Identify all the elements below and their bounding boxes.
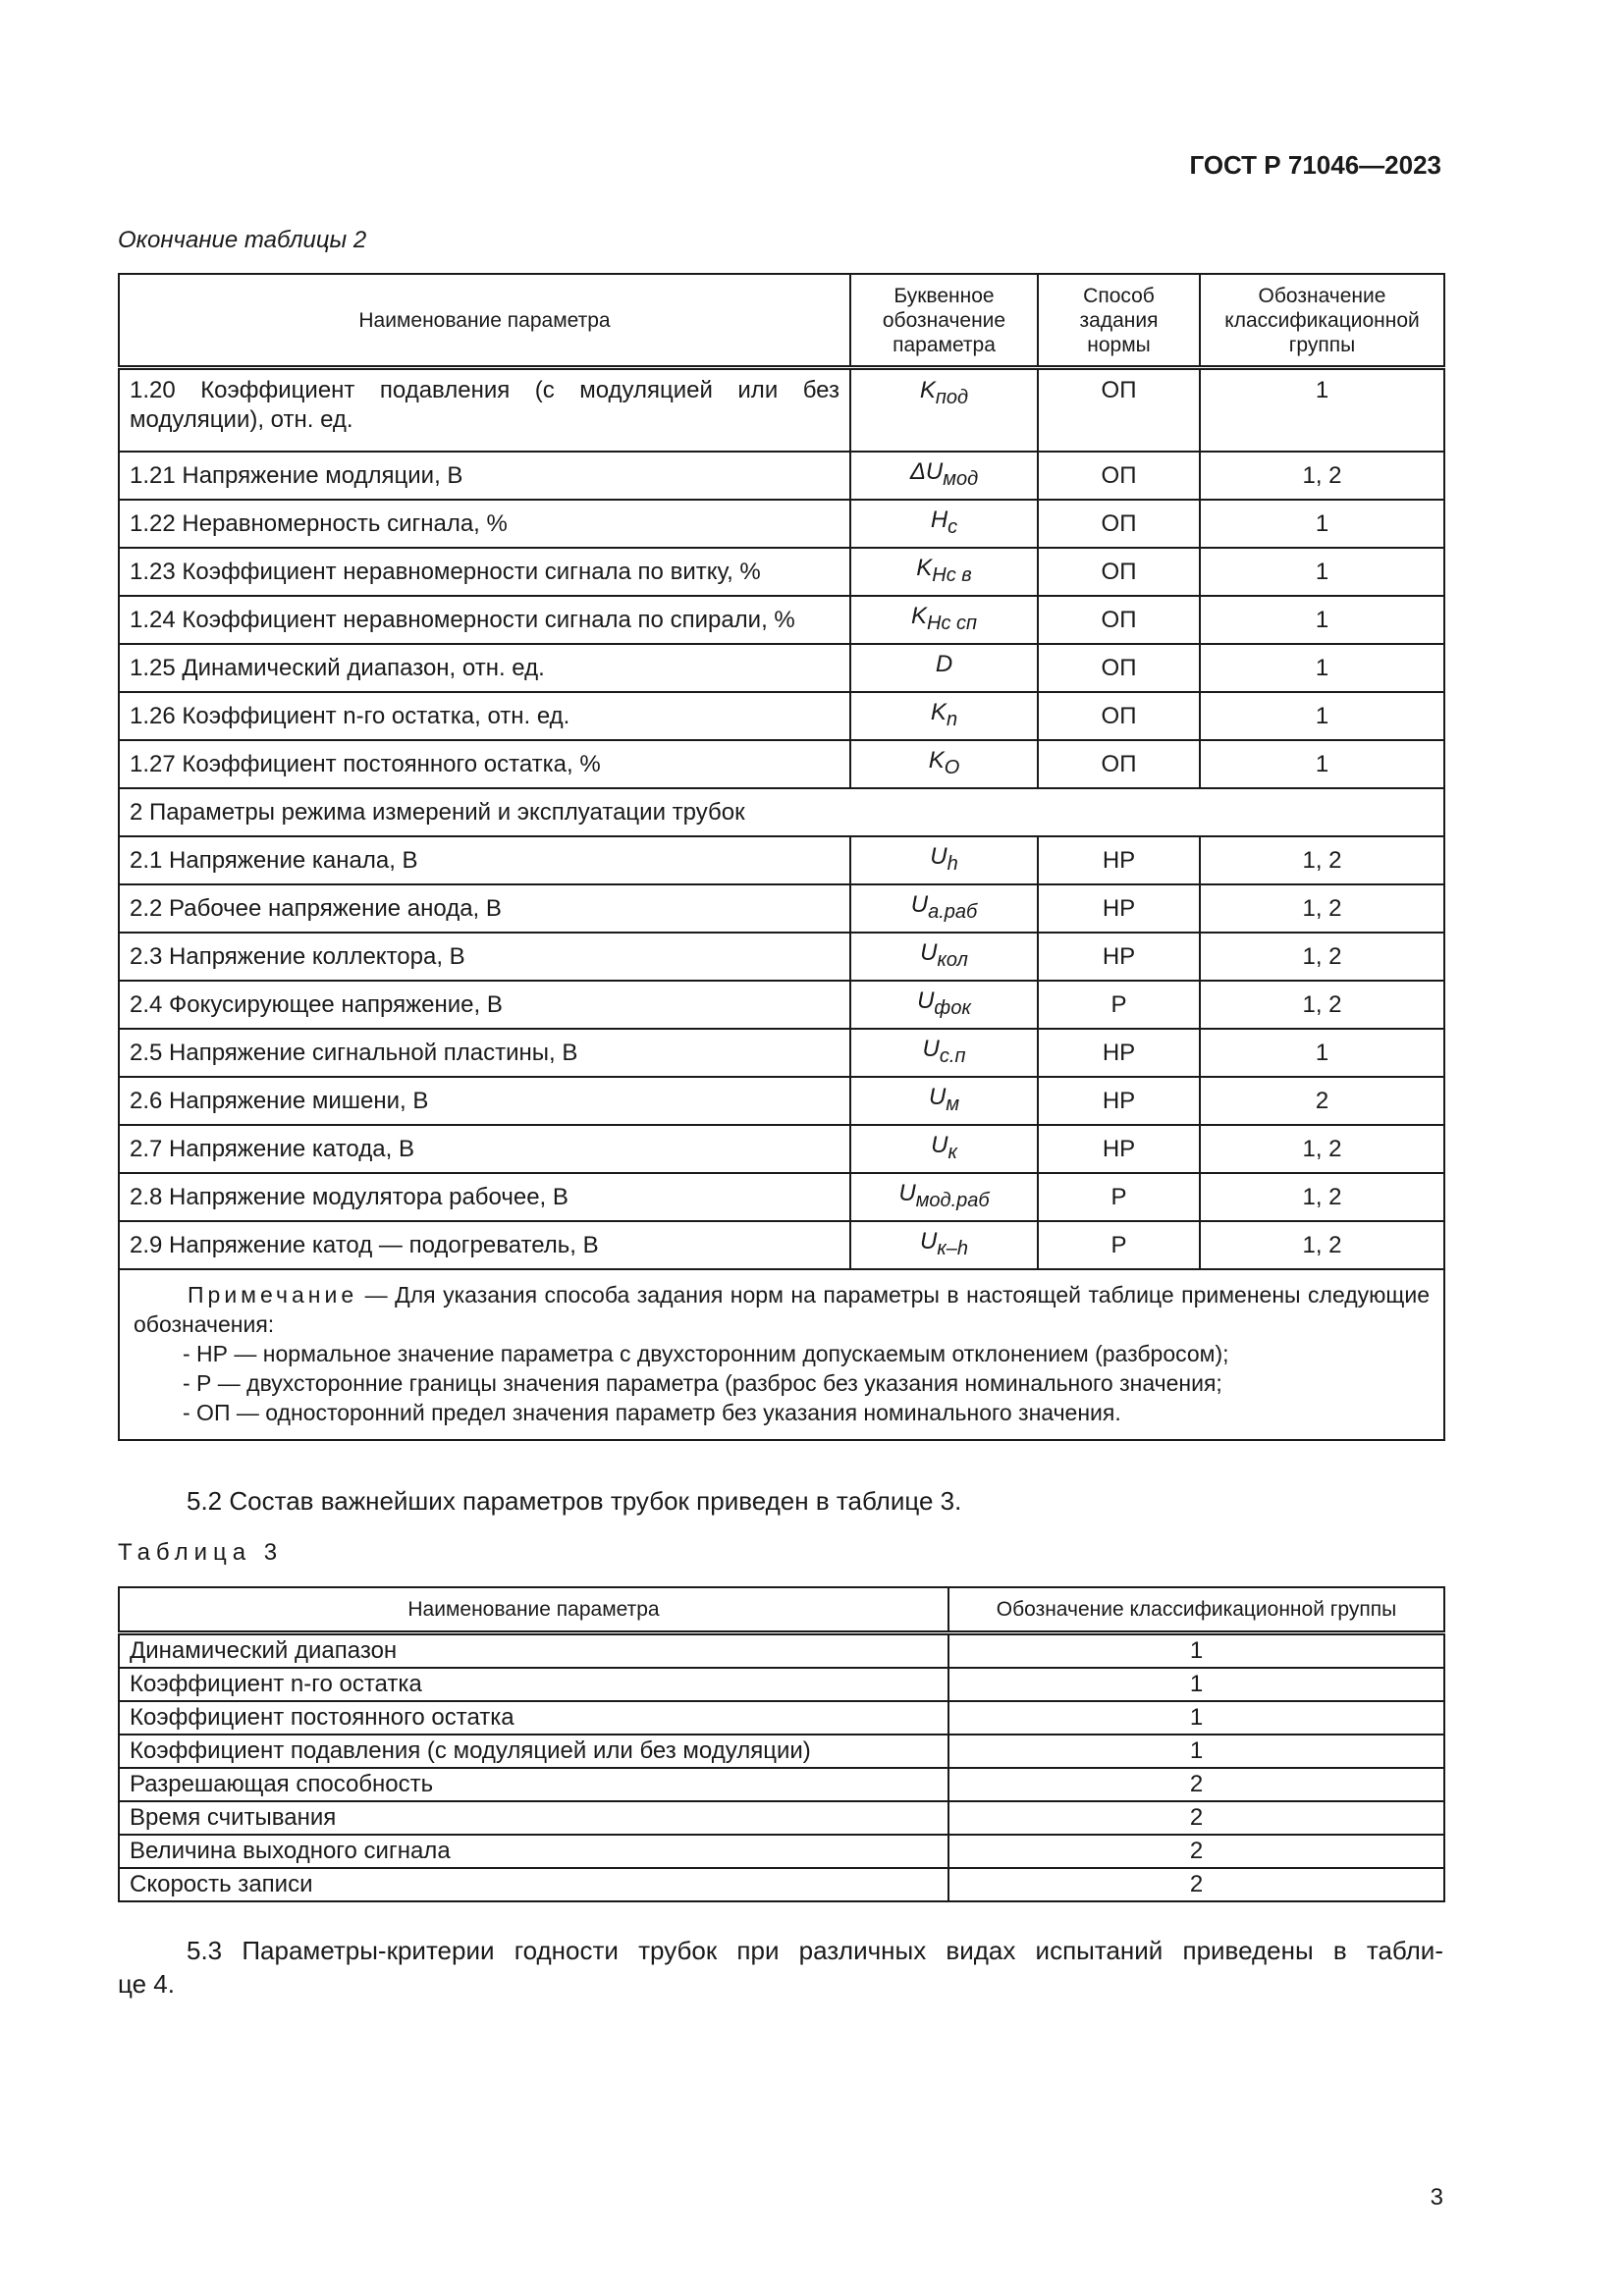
param-symbol: [850, 740, 1038, 788]
param-group: 2: [948, 1768, 1444, 1801]
paragraph-5-3-line1: 5.3 Параметры-критерии годности трубок при различных видах испытаний приведены в табли-: [187, 1936, 1443, 1965]
symbol-sub: O: [944, 756, 960, 778]
table-row: [119, 1735, 1444, 1768]
symbol-main: U: [919, 1228, 938, 1255]
table-row: [119, 1701, 1444, 1735]
param-name: Скорость записи: [119, 1868, 948, 1901]
param-group: 1, 2: [1200, 1125, 1444, 1173]
note-item: - НР — нормальное значение параметра с двухсторонним допускаемым отклонением (разбросом);: [183, 1341, 1229, 1366]
symbol-main: U: [928, 1084, 947, 1111]
param-method: НР: [1038, 1125, 1200, 1173]
symbol-sub: n: [946, 708, 958, 730]
symbol-sub: под: [935, 386, 969, 408]
param-symbol: [850, 596, 1038, 644]
table-row: [119, 1801, 1444, 1835]
param-method: ОП: [1038, 548, 1200, 596]
param-name: 2.1 Напряжение канала, В: [119, 836, 850, 884]
col-header-group: Обозначение классификационной группы: [948, 1587, 1444, 1633]
note-label: Примечание: [188, 1282, 358, 1308]
param-method: НР: [1038, 933, 1200, 981]
param-name: 1.27 Коэффициент постоянного остатка, %: [119, 740, 850, 788]
table-row: [119, 1868, 1444, 1901]
param-name: 1.24 Коэффициент неравномерности сигнала по спирали, %: [119, 596, 850, 644]
param-method: НР: [1038, 836, 1200, 884]
param-name: 1.21 Напряжение модляции, В: [119, 452, 850, 500]
param-symbol: [850, 933, 1038, 981]
symbol-sub: фок: [934, 996, 971, 1019]
param-group: 1: [1200, 368, 1444, 453]
paragraph-5-3-line2: це 4.: [118, 1969, 175, 1999]
table-row: [119, 1173, 1444, 1221]
table-row: [119, 884, 1444, 933]
param-name: 2.4 Фокусирующее напряжение, В: [119, 981, 850, 1029]
paragraph-5-3: [118, 1934, 1443, 2001]
param-symbol: [850, 692, 1038, 740]
param-group: 1, 2: [1200, 452, 1444, 500]
table-row: [119, 1125, 1444, 1173]
symbol-main: U: [931, 1132, 948, 1159]
symbol-main: U: [920, 939, 938, 967]
note-text: — Для указания способа задания норм на параметры в настоящей таблице применены следующие обозначения:: [134, 1282, 1430, 1337]
param-name: 1.26 Коэффициент n-го остатка, отн. ед.: [119, 692, 850, 740]
param-method: ОП: [1038, 644, 1200, 692]
symbol-sub: с: [947, 515, 958, 538]
page-number: 3: [1430, 2184, 1443, 2211]
param-group: 1: [1200, 596, 1444, 644]
table-row: [119, 644, 1444, 692]
param-name: 1.20 Коэффициент подавления (с модуляцией или без модуляции), отн. ед.: [119, 368, 850, 453]
param-group: 1, 2: [1200, 836, 1444, 884]
param-method: ОП: [1038, 692, 1200, 740]
param-symbol: [850, 1221, 1038, 1269]
param-name: Динамический диапазон: [119, 1633, 948, 1669]
table-row: [119, 836, 1444, 884]
symbol-main: D: [935, 651, 953, 678]
param-symbol: [850, 548, 1038, 596]
param-name: Время считывания: [119, 1801, 948, 1835]
param-group: 1: [948, 1633, 1444, 1669]
symbol-main: K: [928, 747, 945, 774]
param-group: 1: [948, 1735, 1444, 1768]
param-name: 2.2 Рабочее напряжение анода, В: [119, 884, 850, 933]
table-row: [119, 1077, 1444, 1125]
symbol-sub: м: [946, 1093, 960, 1115]
param-group: 2: [948, 1801, 1444, 1835]
param-group: 1: [948, 1701, 1444, 1735]
table-2: [118, 273, 1445, 1441]
param-symbol: [850, 1077, 1038, 1125]
param-symbol: [850, 836, 1038, 884]
param-group: 1: [1200, 740, 1444, 788]
param-name: 1.23 Коэффициент неравномерности сигнала по витку, %: [119, 548, 850, 596]
param-name: Разрешающая способность: [119, 1768, 948, 1801]
param-symbol: [850, 1029, 1038, 1077]
document-id: ГОСТ Р 71046—2023: [1189, 150, 1441, 180]
col-header-name: Наименование параметра: [119, 1587, 948, 1633]
col-header-group: Обозначение классификационной группы: [1200, 274, 1444, 368]
param-name: 1.25 Динамический диапазон, отн. ед.: [119, 644, 850, 692]
table-row: [119, 596, 1444, 644]
table-row: [119, 1029, 1444, 1077]
param-method: НР: [1038, 884, 1200, 933]
param-method: ОП: [1038, 500, 1200, 548]
table-row: [119, 740, 1444, 788]
param-group: 1: [948, 1668, 1444, 1701]
param-group: 1, 2: [1200, 981, 1444, 1029]
param-method: ОП: [1038, 368, 1200, 453]
param-method: ОП: [1038, 596, 1200, 644]
param-name: Величина выходного сигнала: [119, 1835, 948, 1868]
symbol-sub: кол: [937, 948, 968, 971]
symbol-main: U: [930, 843, 947, 871]
table3-caption: Таблица 3: [118, 1539, 284, 1566]
param-group: 2: [948, 1868, 1444, 1901]
param-symbol: [850, 1125, 1038, 1173]
symbol-main: H: [930, 507, 948, 534]
note-row: [119, 1269, 1444, 1440]
param-name: 1.22 Неравномерность сигнала, %: [119, 500, 850, 548]
param-symbol: [850, 500, 1038, 548]
symbol-sub: к–h: [937, 1237, 969, 1259]
symbol-sub: h: [947, 852, 958, 875]
param-name: 2.8 Напряжение модулятора рабочее, В: [119, 1173, 850, 1221]
symbol-sub: мод.раб: [915, 1189, 990, 1211]
param-group: 1, 2: [1200, 1173, 1444, 1221]
table-row: [119, 500, 1444, 548]
table-row: [119, 1768, 1444, 1801]
section-row: [119, 788, 1444, 836]
table-row: [119, 1668, 1444, 1701]
param-symbol: [850, 884, 1038, 933]
param-name: Коэффициент постоянного остатка: [119, 1701, 948, 1735]
note-item: - ОП — односторонний предел значения параметр без указания номинального значения.: [183, 1400, 1121, 1425]
symbol-sub: мод: [943, 467, 979, 490]
param-name: Коэффициент n-го остатка: [119, 1668, 948, 1701]
table-row: [119, 1835, 1444, 1868]
symbol-main: ΔU: [909, 458, 944, 486]
table-row: [119, 548, 1444, 596]
param-group: 1, 2: [1200, 884, 1444, 933]
param-symbol: [850, 644, 1038, 692]
param-group: 1: [1200, 644, 1444, 692]
param-group: 1: [1200, 692, 1444, 740]
param-method: Р: [1038, 1173, 1200, 1221]
symbol-main: K: [930, 699, 947, 726]
symbol-sub: с.п: [939, 1044, 966, 1067]
param-name: 2.3 Напряжение коллектора, В: [119, 933, 850, 981]
symbol-sub: Hс сп: [927, 612, 978, 634]
param-name: 2.6 Напряжение мишени, В: [119, 1077, 850, 1125]
table2-caption: Окончание таблицы 2: [118, 227, 367, 253]
symbol-main: U: [898, 1180, 916, 1207]
symbol-sub: а.раб: [928, 900, 978, 923]
symbol-main: K: [916, 555, 933, 582]
table-row: [119, 933, 1444, 981]
note-item: - Р — двухсторонние границы значения параметра (разброс без указания номинального значения;: [183, 1370, 1222, 1396]
symbol-main: K: [919, 377, 936, 403]
param-name: 2.7 Напряжение катода, В: [119, 1125, 850, 1173]
param-symbol: [850, 452, 1038, 500]
paragraph-5-2: 5.2 Состав важнейших параметров трубок приведен в таблице 3.: [187, 1486, 962, 1516]
param-group: 1: [1200, 548, 1444, 596]
param-name: Коэффициент подавления (с модуляцией или без модуляции): [119, 1735, 948, 1768]
symbol-main: U: [917, 988, 935, 1015]
col-header-name: Наименование параметра: [119, 274, 850, 368]
table-note: [119, 1269, 1444, 1440]
param-method: ОП: [1038, 740, 1200, 788]
table-row: [119, 1633, 1444, 1669]
symbol-main: U: [922, 1036, 940, 1063]
symbol-sub: Hс в: [932, 563, 972, 586]
param-method: НР: [1038, 1029, 1200, 1077]
param-method: Р: [1038, 981, 1200, 1029]
note-head: [134, 1280, 1430, 1339]
param-name: 2.9 Напряжение катод — подогреватель, В: [119, 1221, 850, 1269]
param-method: ОП: [1038, 452, 1200, 500]
param-group: 1, 2: [1200, 933, 1444, 981]
table-row: [119, 368, 1444, 453]
table-3: [118, 1586, 1445, 1902]
table-row: [119, 1221, 1444, 1269]
table-row: [119, 981, 1444, 1029]
param-name: 2.5 Напряжение сигнальной пластины, В: [119, 1029, 850, 1077]
section-2-title: 2 Параметры режима измерений и эксплуатации трубок: [119, 788, 1444, 836]
param-group: 1: [1200, 500, 1444, 548]
param-method: НР: [1038, 1077, 1200, 1125]
param-symbol: [850, 1173, 1038, 1221]
param-group: 1: [1200, 1029, 1444, 1077]
symbol-main: U: [910, 891, 929, 919]
col-header-method: Способ задания нормы: [1038, 274, 1200, 368]
symbol-sub: к: [947, 1141, 957, 1163]
table-row: [119, 692, 1444, 740]
col-header-symbol: Буквенное обозначение параметра: [850, 274, 1038, 368]
param-symbol: [850, 981, 1038, 1029]
symbol-main: K: [910, 603, 927, 630]
table-row: [119, 452, 1444, 500]
param-group: 2: [948, 1835, 1444, 1868]
param-method: Р: [1038, 1221, 1200, 1269]
param-group: 2: [1200, 1077, 1444, 1125]
param-group: 1, 2: [1200, 1221, 1444, 1269]
param-symbol: [850, 368, 1038, 453]
